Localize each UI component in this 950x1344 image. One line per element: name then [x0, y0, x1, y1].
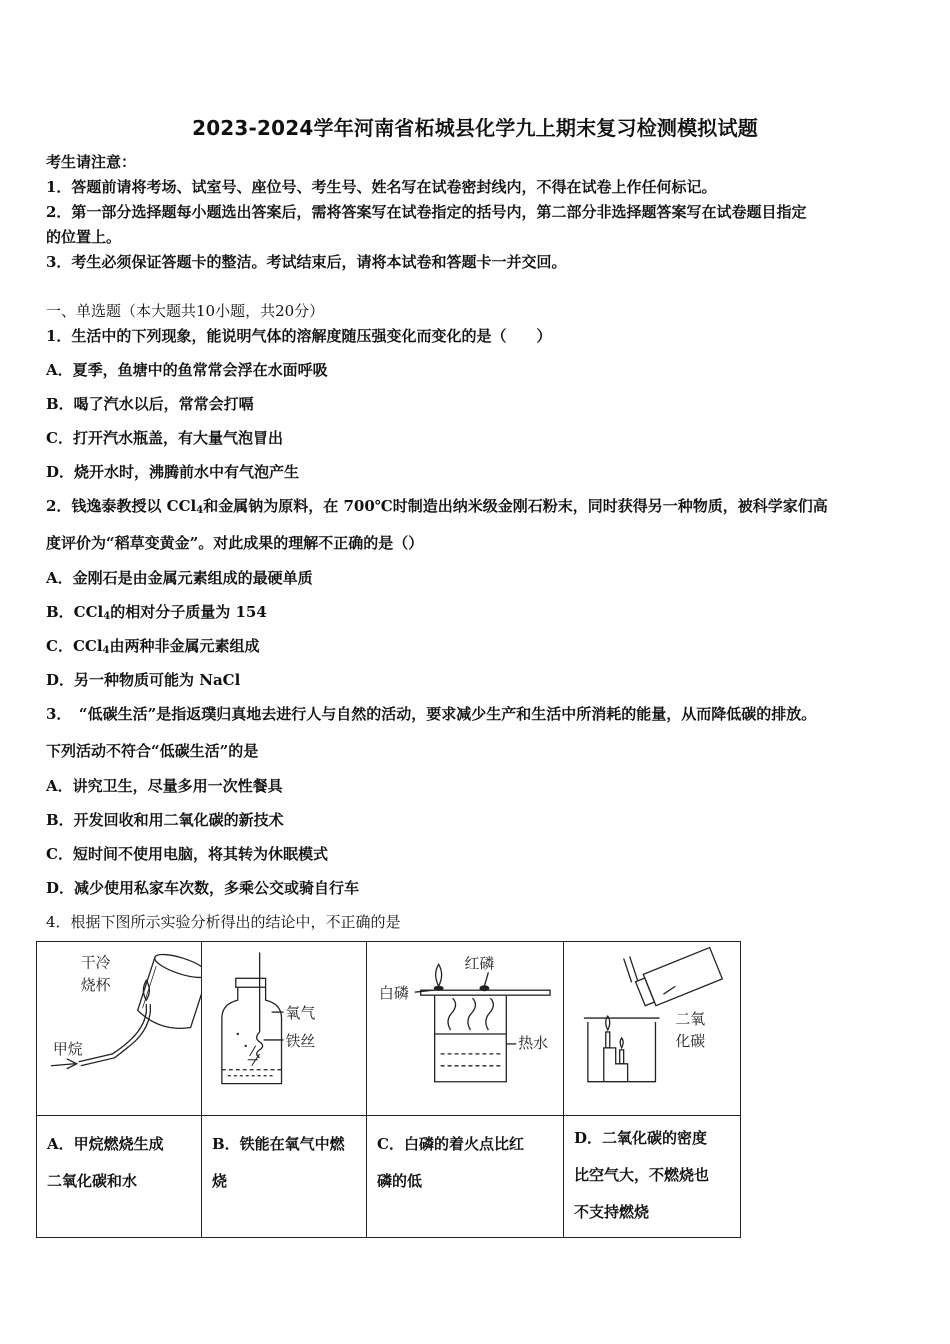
fig-b-label2: 铁丝 — [285, 1031, 316, 1050]
q3-stem-line2: 下列活动不符合“低碳生活”的是 — [46, 742, 259, 760]
notice-item-1: 1．答题前请将考场、试室号、座位号、考生号、姓名写在试卷密封线内，不得在试卷上作任何标记。 — [46, 178, 717, 196]
fig-b-label1: 氧气 — [285, 1004, 316, 1023]
fig-c-label1: 红磷 — [464, 954, 495, 973]
phosphorus-ignition-diagram — [367, 942, 563, 1115]
caption-cell-a — [37, 1116, 202, 1238]
caption-c-line1: C．白磷的着火点比红 — [377, 1135, 524, 1153]
bubble-dot — [245, 1045, 247, 1047]
q2-stem-pre: 2．钱逸泰教授以 CCl — [46, 497, 197, 515]
fig-d-label2: 化碳 — [675, 1031, 706, 1050]
q4-stem: 4．根据下图所示实验分析得出的结论中，不正确的是 — [46, 913, 401, 931]
caption-c-line2: 磷的低 — [377, 1172, 423, 1190]
figure-cell-d — [564, 942, 741, 1116]
figure-cell-b — [202, 942, 367, 1116]
fig-a-label3: 甲烷 — [52, 1039, 83, 1058]
caption-a-line2: 二氧化碳和水 — [47, 1172, 138, 1190]
q1-option-c: C．打开汽水瓶盖，有大量气泡冒出 — [46, 429, 283, 447]
q3-option-a: A．讲究卫生，尽量多用一次性餐具 — [46, 777, 283, 795]
iron-in-oxygen-diagram — [202, 942, 366, 1115]
q2-option-a: A．金刚石是由金属元素组成的最硬单质 — [46, 569, 313, 587]
q2-stem-line2: 度评价为“稻草变黄金”。对此成果的理解不正确的是（） — [46, 534, 424, 552]
section-heading: 一、单选题（本大题共10小题，共20分） — [46, 302, 325, 320]
q4-experiment-table — [36, 941, 741, 1238]
subscript: 4 — [103, 611, 111, 622]
caption-b-line2: 烧 — [212, 1172, 228, 1190]
notice-item-2: 2．第一部分选择题每小题选出答案后，需将答案写在试卷指定的括号内，第二部分非选择题答案写在试卷题目指定 — [46, 203, 807, 221]
methane-burning-diagram — [37, 942, 201, 1115]
caption-d-line3: 不支持燃烧 — [574, 1203, 650, 1221]
q1-option-a: A．夏季，鱼塘中的鱼常常会浮在水面呼吸 — [46, 361, 328, 379]
q1-option-b: B．喝了汽水以后，常常会打嗝 — [46, 395, 254, 413]
q2-option-b-post: 的相对分子质量为 154 — [110, 603, 267, 621]
notice-item-3: 3．考生必须保证答题卡的整洁。考试结束后，请将本试卷和答题卡一并交回。 — [46, 253, 567, 271]
notice-heading: 考生请注意： — [46, 153, 137, 171]
bubble-dot — [237, 1033, 239, 1035]
white-phosphorus-dot — [434, 986, 444, 991]
q2-option-c — [46, 636, 260, 656]
q2-option-d: D．另一种物质可能为 NaCl — [46, 671, 241, 689]
q3-stem-line1: 3． “低碳生活”是指返璞归真地去进行人与自然的活动，要求减少生产和生活中所消耗的能量，从而降低碳的排放。 — [46, 705, 817, 723]
fig-d-label1: 二氧 — [675, 1010, 706, 1029]
figure-cell-a — [37, 942, 202, 1116]
caption-a — [37, 1116, 201, 1200]
caption-d — [564, 1116, 740, 1231]
caption-d-line2: 比空气大，不燃烧也 — [574, 1166, 710, 1184]
carbon-dioxide-candles-diagram — [564, 942, 740, 1115]
q3-option-c: C．短时间不使用电脑，将其转为休眠模式 — [46, 845, 328, 863]
caption-cell-c — [367, 1116, 564, 1238]
fig-c-label2: 白磷 — [378, 984, 409, 1003]
fig-a-label1: 干冷 — [80, 953, 111, 972]
caption-d-line1: D．二氧化碳的密度 — [574, 1129, 708, 1147]
caption-b-line1: B．铁能在氧气中燃 — [212, 1135, 345, 1153]
q3-option-b: B．开发回收和用二氧化碳的新技术 — [46, 811, 284, 829]
q2-option-b — [46, 602, 267, 622]
caption-a-line1: A．甲烷燃烧生成 — [47, 1135, 164, 1153]
q2-stem-line1 — [46, 496, 828, 516]
page-title: 2023-2024学年河南省柘城县化学九上期末复习检测模拟试题 — [192, 116, 758, 140]
fig-a-label2: 烧杯 — [80, 976, 111, 995]
q2-stem-post: 和金属钠为原料，在 700℃时制造出纳米级金刚石粉末，同时获得另一种物质，被科学家们高 — [203, 497, 828, 515]
red-phosphorus-dot — [479, 985, 489, 991]
q1-stem: 1．生活中的下列现象，能说明气体的溶解度随压强变化而变化的是（ ） — [46, 327, 552, 345]
caption-cell-b — [202, 1116, 367, 1238]
subscript: 4 — [102, 645, 110, 656]
caption-cell-d — [564, 1116, 741, 1238]
notice-item-2-cont: 的位置上。 — [46, 228, 122, 246]
fig-c-label3: 热水 — [518, 1033, 549, 1052]
caption-b — [202, 1116, 366, 1200]
q3-option-d: D．减少使用私家车次数，多乘公交或骑自行车 — [46, 879, 360, 897]
q2-option-c-post: 由两种非金属元素组成 — [109, 637, 260, 655]
q1-option-d: D．烧开水时，沸腾前水中有气泡产生 — [46, 463, 300, 481]
caption-c — [367, 1116, 563, 1200]
figure-cell-c — [367, 942, 564, 1116]
q2-option-c-pre: C．CCl — [46, 637, 103, 655]
subscript: 4 — [196, 505, 204, 516]
q2-option-b-pre: B．CCl — [46, 603, 104, 621]
